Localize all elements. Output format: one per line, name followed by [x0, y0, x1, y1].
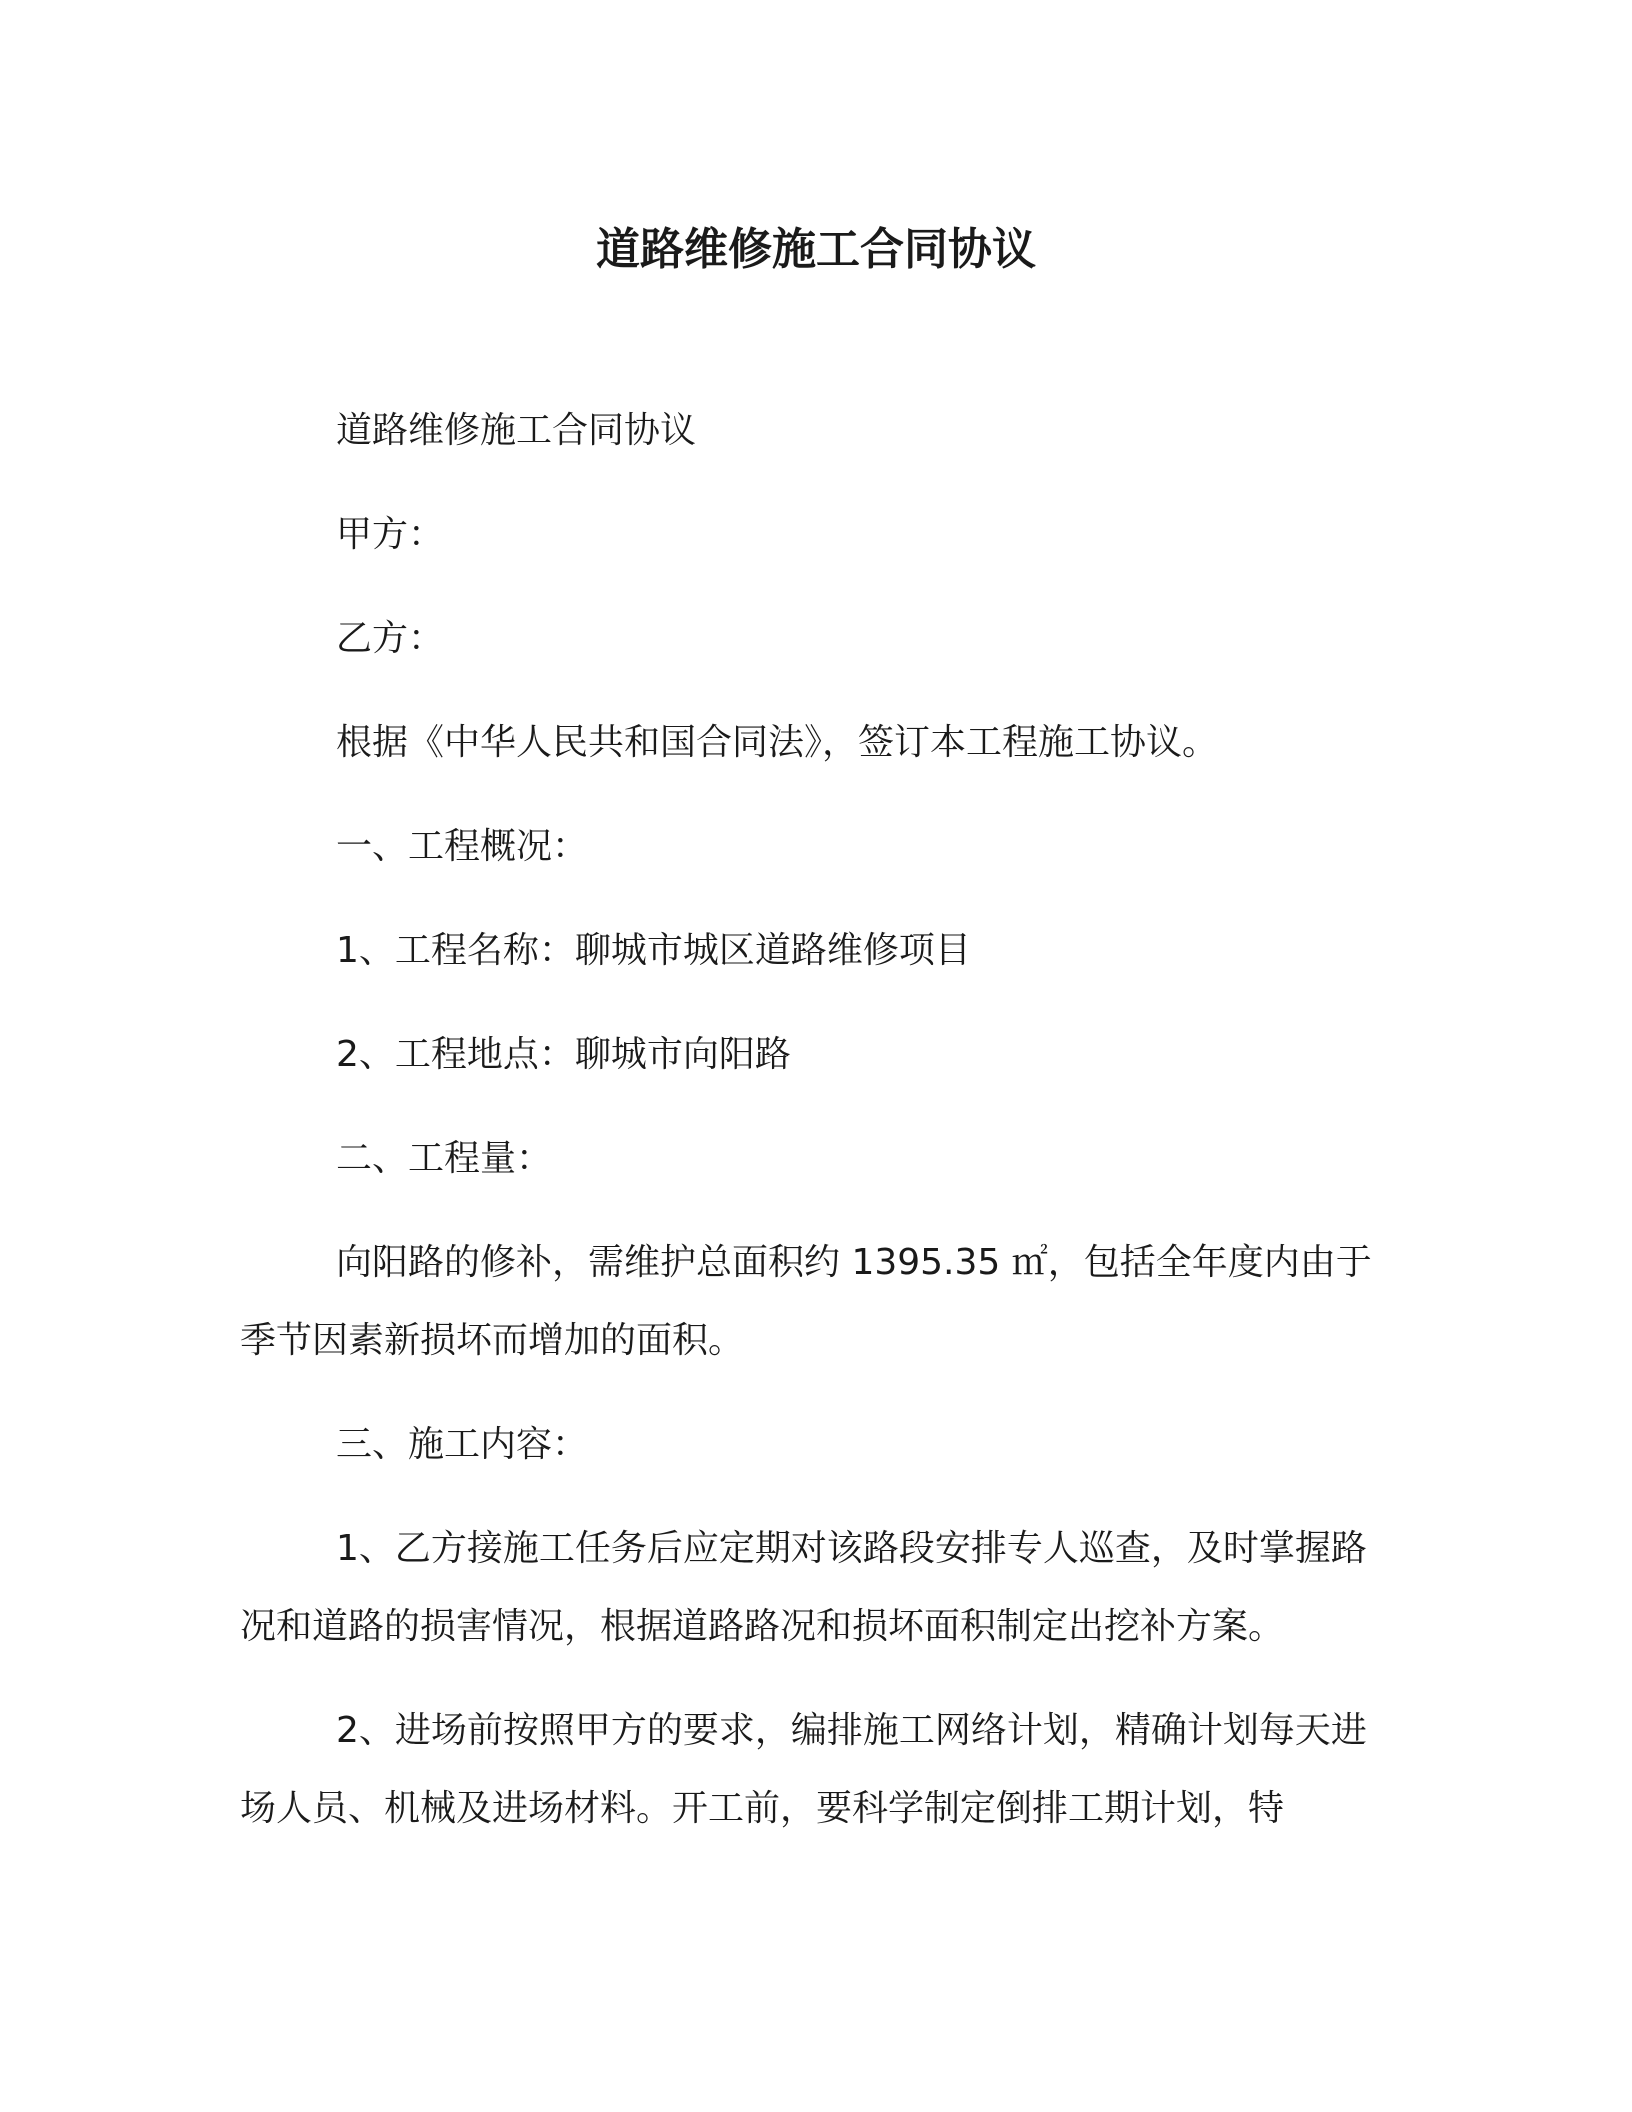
paragraph-content-2: 2、进场前按照甲方的要求，编排施工网络计划，精确计划每天进场人员、机械及进场材料。开工前，要科学制定倒排工期计划，特: [240, 1710, 1367, 1829]
document-title: 道路维修施工合同协议: [596, 224, 1036, 275]
section-heading-content: 三、施工内容：: [336, 1424, 589, 1465]
document-body: [240, 392, 1392, 1874]
paragraph-party-b: 乙方：: [336, 618, 445, 659]
paragraph-project-location: 2、工程地点：聊城市向阳路: [336, 1034, 791, 1075]
paragraph-party-a: 甲方：: [336, 514, 445, 555]
paragraph-project-name: 1、工程名称：聊城市城区道路维修项目: [336, 930, 971, 971]
paragraph-quantity: 向阳路的修补，需维护总面积约 1395.35 ㎡，包括全年度内由于季节因素新损坏而增加的面积。: [240, 1242, 1372, 1361]
section-heading-overview: 一、工程概况：: [336, 826, 589, 867]
paragraph-content-1: 1、乙方接施工任务后应定期对该路段安排专人巡查，及时掌握路况和道路的损害情况，根据道路路况和损坏面积制定出挖补方案。: [240, 1528, 1367, 1647]
section-heading-quantity: 二、工程量：: [336, 1138, 553, 1179]
paragraph-basis: 根据《中华人民共和国合同法》，签订本工程施工协议。: [336, 722, 1219, 763]
paragraph-subtitle: 道路维修施工合同协议: [336, 410, 697, 451]
